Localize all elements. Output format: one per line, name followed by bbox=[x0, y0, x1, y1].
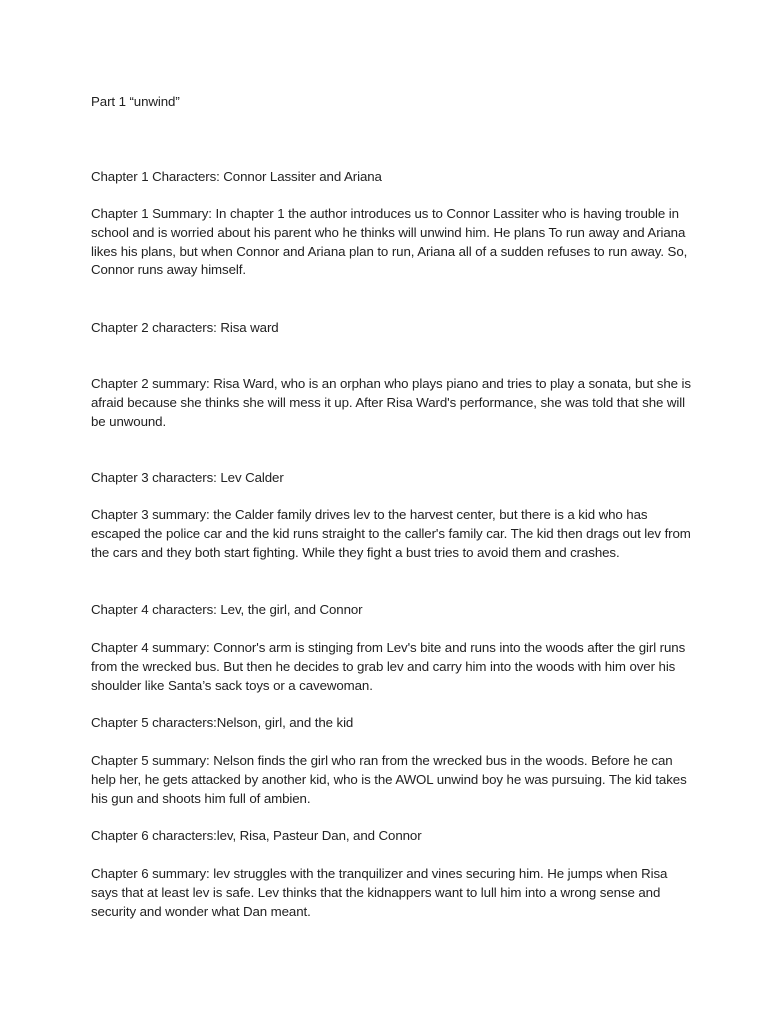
chapter-2-characters: Chapter 2 characters: Risa ward bbox=[91, 320, 279, 335]
chapter-5-summary: Chapter 5 summary: Nelson finds the girl who ran from the wrecked bus in the woods. Before he can help her, he gets attacked by another kid, who is the AWOL unwind boy he was pursuing. The kid takes his gun and shoots him full of ambien. bbox=[91, 753, 687, 806]
chapter-5-characters: Chapter 5 characters:Nelson, girl, and the kid bbox=[91, 715, 354, 730]
chapter-4-summary: Chapter 4 summary: Connor's arm is stinging from Lev's bite and runs into the woods after the girl runs from the wrecked bus. But then he decides to grab lev and carry him into the woods with him over his shoulder like Santa’s sack toys or a cavewoman. bbox=[91, 640, 686, 693]
chapter-4-characters: Chapter 4 characters: Lev, the girl, and Connor bbox=[91, 602, 363, 617]
part-heading: Part 1 “unwind” bbox=[91, 94, 180, 109]
chapter-1-summary: Chapter 1 Summary: In chapter 1 the author introduces us to Connor Lassiter who is having trouble in school and is worried about his parent who he thinks will unwind him. He plans To run away and Ariana likes his plans, but when Connor and Ariana plan to run, Ariana all of a sudden refuses to run away. So, Connor runs away himself. bbox=[91, 206, 688, 278]
chapter-1-characters: Chapter 1 Characters: Connor Lassiter and Ariana bbox=[91, 169, 382, 184]
chapter-2-summary: Chapter 2 summary: Risa Ward, who is an orphan who plays piano and tries to play a sonata, but she is afraid because she thinks she will mess it up. After Risa Ward's performance, she was told that she will be unwound. bbox=[91, 376, 691, 429]
chapter-6-characters: Chapter 6 characters:lev, Risa, Pasteur Dan, and Connor bbox=[91, 828, 422, 843]
chapter-6-summary: Chapter 6 summary: lev struggles with the tranquilizer and vines securing him. He jumps when Risa says that at least lev is safe. Lev thinks that the kidnappers want to lull him into a wrong sense and security and wonder what Dan meant. bbox=[91, 866, 668, 919]
chapter-3-summary: Chapter 3 summary: the Calder family drives lev to the harvest center, but there is a kid who has escaped the police car and the kid runs straight to the caller's family car. The kid then drags out lev from the cars and they both start fighting. While they fight a bust tries to avoid them and crashes. bbox=[91, 507, 691, 560]
chapter-3-characters: Chapter 3 characters: Lev Calder bbox=[91, 470, 284, 485]
